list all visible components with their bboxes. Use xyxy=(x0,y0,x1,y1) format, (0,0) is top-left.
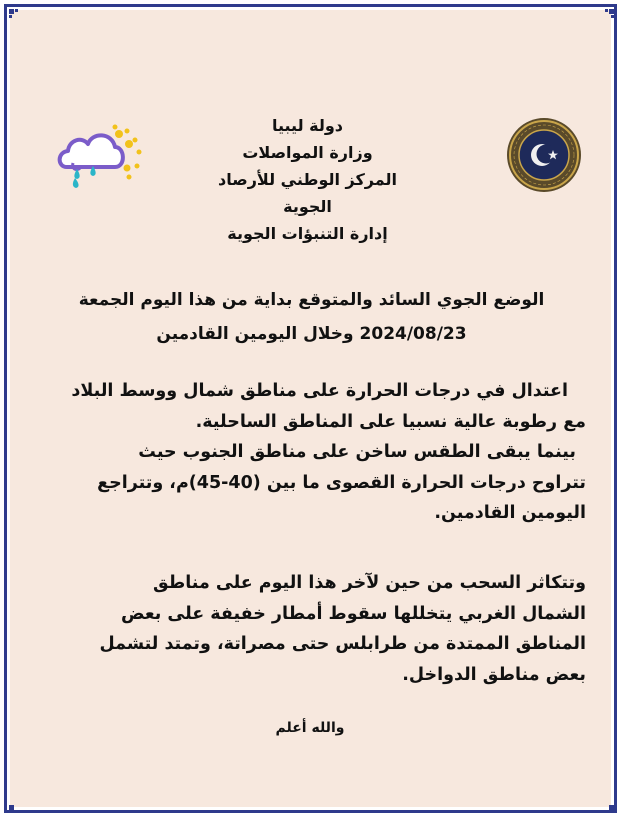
header-department: إدارة التنبؤات الجوية xyxy=(227,224,388,243)
paragraph-1-line-5: اليومين القادمين. xyxy=(434,503,586,523)
forecast-paragraph-2 xyxy=(40,568,586,690)
header-center: المركز الوطني للأرصاد الجوية xyxy=(218,170,397,216)
forecast-paragraph-1 xyxy=(40,376,586,529)
libya-ministry-seal-icon xyxy=(506,117,582,193)
paragraph-2-line-4: بعض مناطق الدواخل. xyxy=(402,664,586,685)
cloud-rain-sun-icon xyxy=(55,122,150,190)
paragraph-1-line-3: بينما يبقى الطقس ساخن على مناطق الجنوب حيث xyxy=(138,442,576,462)
header-country: دولة ليبيا xyxy=(271,116,344,135)
title-line-1: الوضع الجوي السائد والمتوقع بداية من هذا اليوم الجمعة xyxy=(78,290,545,310)
paragraph-2-line-3: المناطق الممتدة من طرابلس حتى مصراتة، وتمتد لتشمل xyxy=(99,634,586,654)
paragraph-2-line-1: وتتكاثر السحب من حين لآخر هذا اليوم على مناطق xyxy=(152,573,586,593)
title-line-2: 2024/08/23 وخلال اليومين القادمين xyxy=(156,324,467,344)
paragraph-2-line-2: الشمال الغربي يتخللها سقوط أمطار خفيفة على بعض xyxy=(120,603,586,624)
header-block xyxy=(200,112,415,247)
bulletin-title xyxy=(40,283,583,351)
paragraph-1-line-4: تتراوح درجات الحرارة القصوى ما بين (40-45)م، وتتراجع xyxy=(97,472,586,493)
paragraph-1-line-2: مع رطوبة عالية نسبيا على المناطق الساحلية. xyxy=(195,411,586,432)
header-ministry: وزارة المواصلات xyxy=(242,143,373,162)
paragraph-1-line-1: اعتدال في درجات الحرارة على مناطق شمال ووسط البلاد xyxy=(71,381,568,401)
closing-phrase: والله أعلم xyxy=(275,720,345,736)
